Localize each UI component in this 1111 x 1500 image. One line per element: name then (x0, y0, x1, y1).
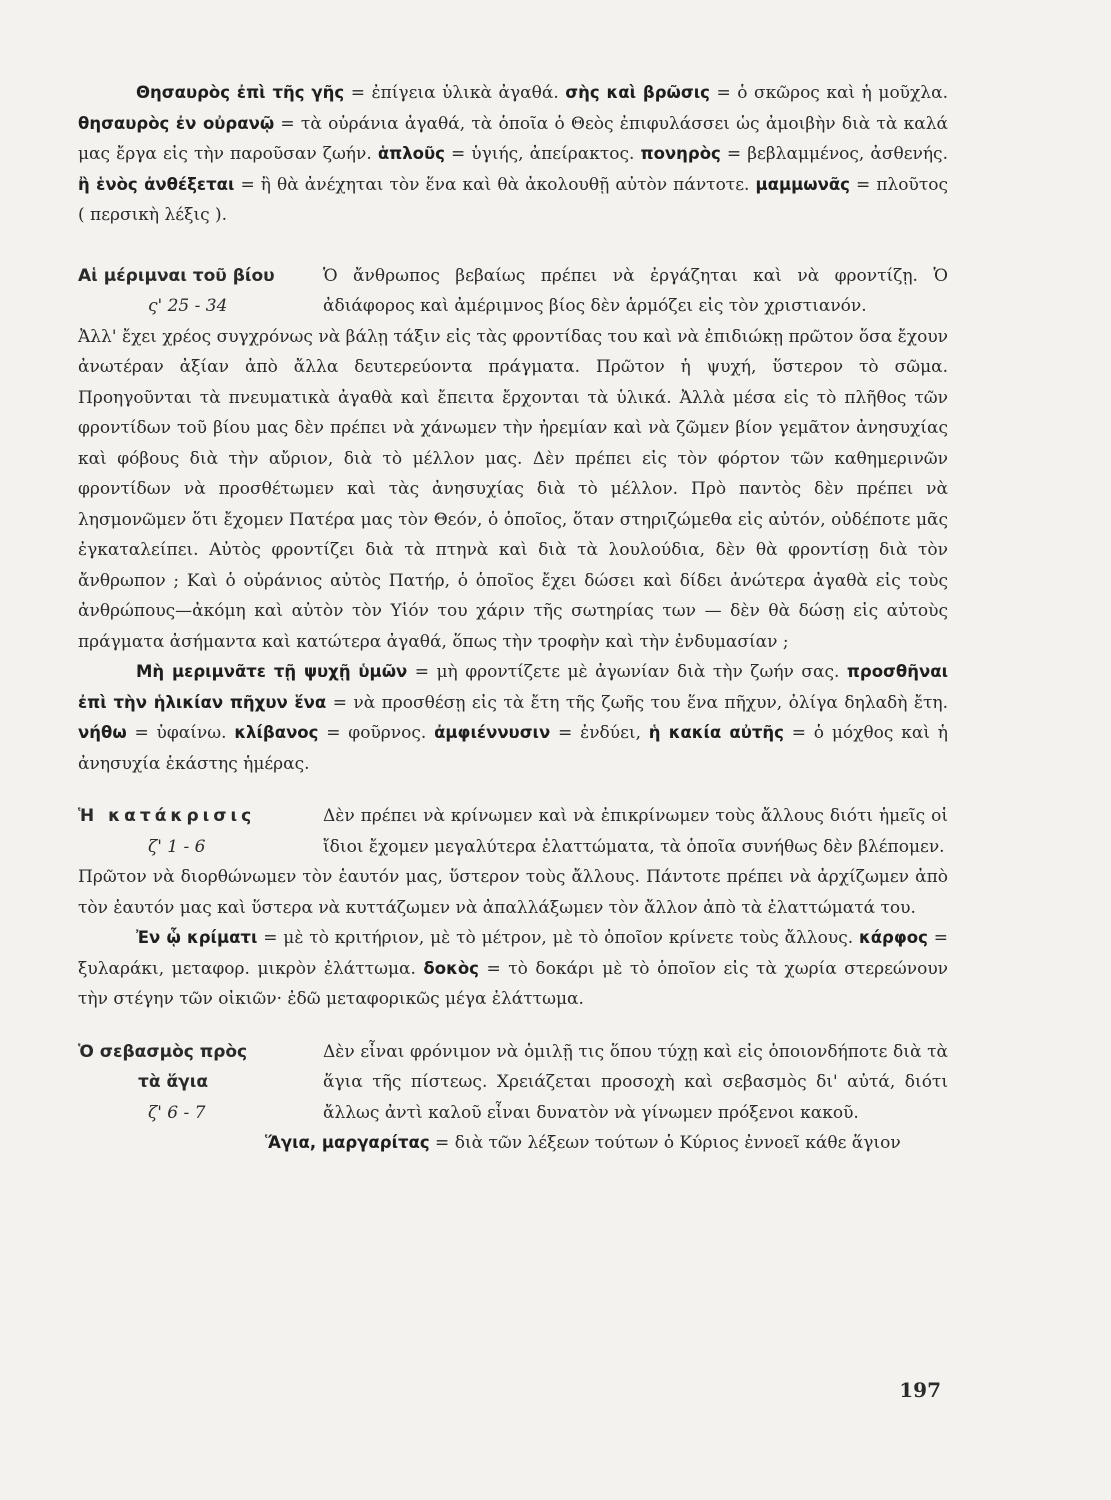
section-judgment (78, 801, 948, 862)
section-reference: ς' 25 - 34 (148, 296, 228, 316)
section-continuation: Ἀλλ' ἔχει χρέος συγχρόνως νὰ βάλῃ τάξιν εἰς τὰς φροντίδας του καὶ νὰ ἐπιδιώκῃ πρῶτον ὅσα ἔχουν ἀνωτέραν ἀξίαν ἀπὸ ἄλλα δευτερεύοντα πράγματα. Πρῶτον ἡ ψυχή, ὕστερον τὸ σῶμα. Προηγοῦνται τὰ πνευματικὰ ἀγαθὰ καὶ ἔπειτα ἔρχονται τὰ ὑλικά. Ἀλλὰ μέσα εἰς τὸ πλῆθος τῶν φροντίδων τοῦ βίου μας δὲν πρέπει νὰ χάνωμεν τὴν ἠρεμίαν καὶ νὰ ζῶμεν βίον γεμᾶτον ἀνησυχίας καὶ φόβους διὰ τὴν αὔριον, διὰ τὸ μέλλον μας. Δὲν πρέπει εἰς τὸν φόρτον τῶν καθημερινῶν φροντίδων νὰ προσθέτωμεν καὶ τὰς ἀνησυχίας διὰ τὸ μέλλον. Πρὸ παντὸς δὲν πρέπει νὰ λησμονῶμεν ὅτι ἔχομεν Πατέρα μας τὸν Θεόν, ὁ ὁποῖος, ὅταν στηριζώμεθα εἰς αὐτόν, οὐδέποτε μᾶς ἐγκαταλείπει. Αὐτὸς φροντίζει διὰ τὰ πτηνὰ καὶ διὰ τὰ λουλούδια, δὲν θὰ φροντίσῃ διὰ τὸν ἄνθρωπον ; Καὶ ὁ οὐράνιος αὐτὸς Πατήρ, ὁ ὁποῖος ἔχει δώσει καὶ δίδει ἀνώτερα ἀγαθὰ εἰς τοὺς ἀνθρώπους—ἀκόμη καὶ αὐτὸν τὸν Υἱόν του χάριν τῆς σωτηρίας των — δὲν θὰ δώσῃ εἰς αὐτοὺς πράγματα ἀσήμαντα καὶ κατώτερα ἀγαθά, ὅπως τὴν τροφὴν καὶ τὴν ἐνδυμασίαν ; (78, 326, 948, 652)
glossary-cares: Μὴ μεριμνᾶτε τῇ ψυχῇ ὑμῶν = μὴ φροντίζετε μὲ ἀγωνίαν διὰ τὴν ζωήν σας. προσθῆναι ἐπὶ τὴν ἡλικίαν πῆχυν ἕνα = νὰ προσθέσῃ εἰς τὰ ἔτη τῆς ζωῆς του ἕνα πῆχυν, ὀλίγα δηλαδὴ ἔτη. νήθω = ὑφαίνω. κλίβανος = φοῦρνος. ἀμφιέννυσιν = ἐνδύει, ἡ κακία αὐτῆς = ὁ μόχθος καὶ ἡ ἀνησυχία ἑκάστης ἡμέρας. (78, 662, 948, 774)
glossary-judgment: Ἐν ᾧ κρίματι = μὲ τὸ κριτήριον, μὲ τὸ μέτρον, μὲ τὸ ὁποῖον κρίνετε τοὺς ἄλλους. κάρφος = ξυλαράκι, μεταφορ. μικρὸν ἐλάττωμα. δοκὸς = τὸ δοκάρι μὲ τὸ ὁποῖον εἰς τὰ χωρία στερεώνουν τὴν στέγην τῶν οἰκιῶν· ἐδῶ μεταφορικῶς μέγα ἐλάττωμα. (78, 928, 948, 1009)
term: Θησαυρὸς ἐπὶ τῆς γῆς (136, 83, 345, 102)
section-title-line2: τὰ ἅγια (138, 1072, 209, 1092)
section-reverence (78, 1037, 948, 1129)
term: πονηρὸς (640, 144, 721, 163)
term: σὴς καὶ βρῶσις (565, 83, 710, 102)
page-number: 197 (899, 1378, 941, 1402)
section-text: Δὲν πρέπει νὰ κρίνωμεν καὶ νὰ ἐπικρίνωμεν τοὺς ἄλλους διότι ἡμεῖς οἱ ἴδιοι ἔχομεν μεγαλύτερα ἐλαττώματα, τὰ ὁποῖα συνήθως δὲν βλέπομεν. (323, 806, 948, 857)
section-reference: ζ' 1 - 6 (148, 836, 206, 857)
term: θησαυρὸς ἐν οὐρανῷ (78, 113, 275, 133)
section-continuation: Πρῶτον νὰ διορθώνωμεν τὸν ἑαυτόν μας, ὕστερον τοὺς ἄλλους. Πάντοτε πρέπει νὰ ἀρχίζωμεν ἀπὸ τὸν ἑαυτόν μας καὶ ὕστερα νὰ κυττάζωμεν νὰ ἀπαλλάξωμεν τὸν ἄλλον ἀπὸ τὰ ἐλαττώματά του. (78, 867, 948, 918)
section-title: Αἱ μέριμναι τοῦ βίου (78, 265, 275, 286)
section-title: Ἡ κατάκρισις (78, 806, 256, 826)
section-cares (78, 261, 948, 322)
glossary-reverence: Ἅγια, μαργαρίτας = διὰ τῶν λέξεων τούτων ὁ Κύριος ἐννοεῖ κάθε ἅγιον (265, 1133, 901, 1153)
page-body (78, 78, 948, 1159)
term: ἢ ἑνὸς ἀνθέξεται (78, 174, 235, 194)
term: μαμμωνᾶς (755, 174, 850, 194)
section-text: Ὁ ἄνθρωπος βεβαίως πρέπει νὰ ἐργάζηται καὶ νὰ φροντίζῃ. Ὁ ἀδιάφορος καὶ ἀμέριμνος βίος δὲν ἁρμόζει εἰς τὸν χριστιανόν. (323, 265, 948, 316)
section-title: Ὁ σεβασμὸς πρὸς (78, 1041, 248, 1062)
intro-glossary: Θησαυρὸς ἐπὶ τῆς γῆς = ἐπίγεια ὑλικὰ ἀγαθά. σὴς καὶ βρῶσις = ὁ σκῶρος καὶ ἡ μοῦχλα. θησαυρὸς ἐν οὐρανῷ = τὰ οὐράνια ἀγαθά, τὰ ὁποῖα ὁ Θεὸς ἐπιφυλάσσει ὡς ἀμοιβὴν διὰ τὰ καλά μας ἔργα εἰς τὴν παροῦσαν ζωήν. ἁπλοῦς = ὑγιής, ἀπείρακτος. πονηρὸς = βεβλαμμένος, ἀσθενής. ἢ ἑνὸς ἀνθέξεται = ἢ θὰ ἀνέχηται τὸν ἕνα καὶ θὰ ἀκολουθῇ αὐτὸν πάντοτε. μαμμωνᾶς = πλοῦτος ( περσικὴ λέξις ). (78, 83, 948, 225)
section-text: Δὲν εἶναι φρόνιμον νὰ ὁμιλῇ τις ὅπου τύχῃ καὶ εἰς ὁποιονδήποτε διὰ τὰ ἅγια τῆς πίστεως. Χρειάζεται προσοχὴ καὶ σεβασμὸς δι' αὐτά, διότι ἄλλως ἀντὶ καλοῦ εἶναι δυνατὸν νὰ γίνωμεν πρόξενοι κακοῦ. (323, 1041, 948, 1123)
term: ἁπλοῦς (377, 144, 445, 163)
section-reference: ζ' 6 - 7 (148, 1102, 206, 1123)
